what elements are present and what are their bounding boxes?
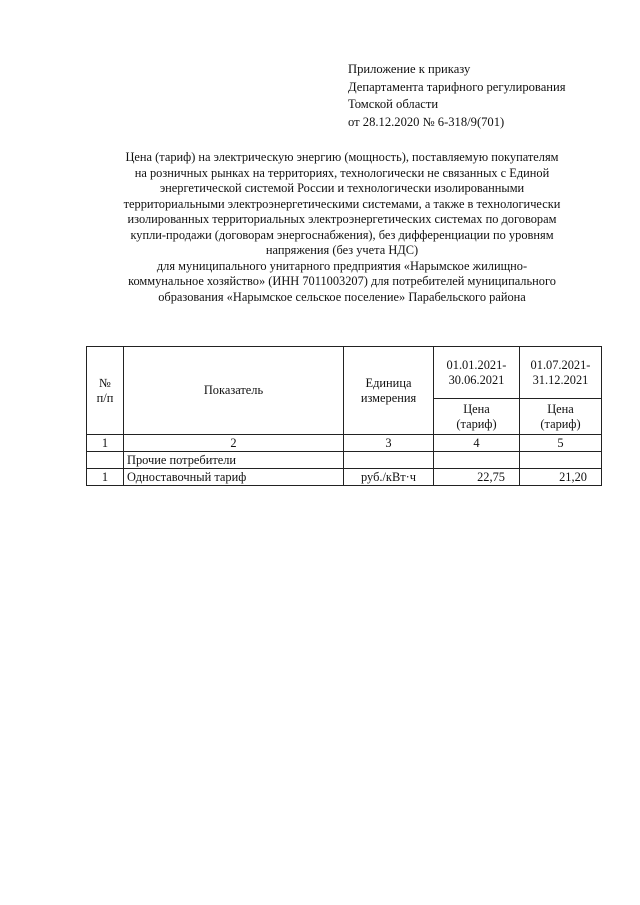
header-price-1-line1: Цена xyxy=(463,402,490,416)
header-price-2 xyxy=(520,399,602,435)
group-empty-cell xyxy=(434,452,520,469)
title-line: коммунальное хозяйство» (ИНН 7011003207) для потребителей муниципального xyxy=(128,274,556,288)
header-period-1-line2: 30.06.2021 xyxy=(448,372,505,387)
header-price-1-line2: (тариф) xyxy=(456,416,497,431)
title-line: купли-продажи (договорам энергоснабжения), без дифференциации по уровням xyxy=(130,227,554,242)
row-value-2: 21,20 xyxy=(520,469,602,486)
row-number: 1 xyxy=(87,469,124,486)
title-line: образования «Нарымское сельское поселение» Парабельского района xyxy=(158,289,526,304)
title-line: Цена (тариф) на электрическую энергию (мощность), поставляемую покупателям xyxy=(125,150,559,164)
column-number: 5 xyxy=(520,435,602,452)
header-period-2 xyxy=(520,347,602,399)
header-unit-line1: Единица xyxy=(365,376,412,390)
group-empty-cell xyxy=(344,452,434,469)
column-numbers-row xyxy=(87,435,602,452)
header-price-2-line2: (тариф) xyxy=(540,416,581,431)
title-line: территориальными электроэнергетическими системами, а также в технологически xyxy=(123,196,561,211)
row-indicator: Одноставочный тариф xyxy=(124,469,344,486)
header-number-line2: п/п xyxy=(96,390,114,405)
column-number: 1 xyxy=(87,435,124,452)
group-label: Прочие потребители xyxy=(124,452,344,469)
group-row xyxy=(87,452,602,469)
title-line: для муниципального унитарного предприятия «Нарымское жилищно- xyxy=(156,258,528,273)
header-number xyxy=(87,347,124,435)
header-price-2-line1: Цена xyxy=(547,402,574,416)
title-line: напряжения (без учета НДС) xyxy=(265,243,419,257)
header-period-1 xyxy=(434,347,520,399)
table-row xyxy=(87,469,602,486)
header-indicator: Показатель xyxy=(124,347,344,435)
row-unit: руб./кВт·ч xyxy=(344,469,434,486)
header-period-2-line1: 01.07.2021- xyxy=(530,358,591,372)
column-number: 3 xyxy=(344,435,434,452)
header-price-1 xyxy=(434,399,520,435)
header-period-2-line2: 31.12.2021 xyxy=(532,372,589,387)
group-empty-cell xyxy=(520,452,602,469)
title-line: изолированных территориальных электроэнергетических системах по договорам xyxy=(127,212,557,226)
approval-line: Департамента тарифного регулирования xyxy=(348,79,566,94)
tariff-table xyxy=(86,346,602,486)
title-line: энергетической системой России и технологически изолированными xyxy=(159,181,525,195)
document-title xyxy=(82,150,602,305)
table-header-row xyxy=(87,347,602,399)
header-period-1-line1: 01.01.2021- xyxy=(446,358,507,372)
title-line: на розничных рынках на территориях, технологически не связанных с Единой xyxy=(134,165,550,180)
header-unit xyxy=(344,347,434,435)
group-empty-cell xyxy=(87,452,124,469)
column-number: 4 xyxy=(434,435,520,452)
approval-line: Томской области xyxy=(348,97,439,112)
row-value-1: 22,75 xyxy=(434,469,520,486)
approval-line: Приложение к приказу xyxy=(348,62,471,76)
header-unit-line2: измерения xyxy=(360,390,417,405)
header-number-line1: № xyxy=(99,376,111,390)
approval-block xyxy=(348,61,628,131)
column-number: 2 xyxy=(124,435,344,452)
approval-line: от 28.12.2020 № 6-318/9(701) xyxy=(348,114,505,129)
